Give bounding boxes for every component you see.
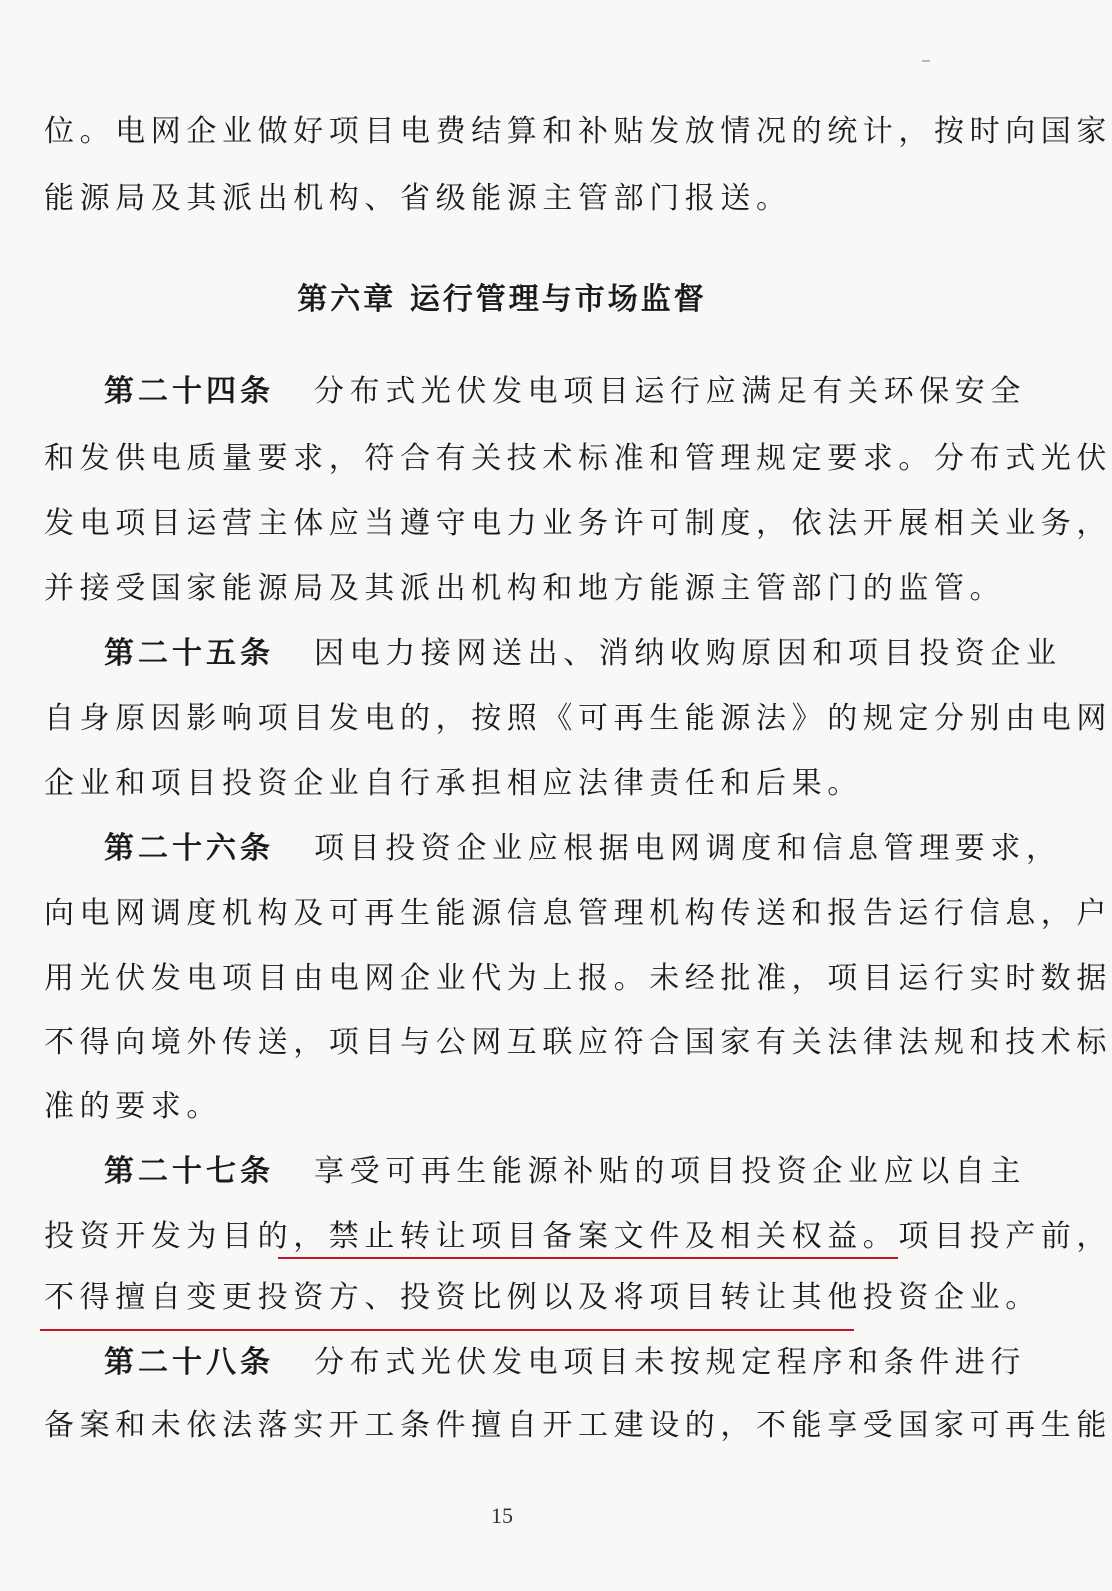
article-first-line [104,636,1062,672]
article-first-line [104,374,1026,410]
body-line: 自身原因影响项目发电的，按照《可再生能源法》的规定分别由电网 [44,701,1112,736]
article-first-line [104,1154,1026,1190]
article-label: 第二十五条 [104,636,274,671]
body-line: 投资开发为目的，禁止转让项目备案文件及相关权益。项目投产前， [44,1219,1112,1254]
article-label: 第二十七条 [104,1154,274,1189]
article-label: 第二十六条 [104,831,274,866]
body-line: 位。电网企业做好项目电费结算和补贴发放情况的统计，按时向国家 [44,114,1112,149]
body-line: 并接受国家能源局及其派出机构和地方能源主管部门的监管。 [44,571,1006,606]
body-line: 向电网调度机构及可再生能源信息管理机构传送和报告运行信息，户 [44,896,1112,931]
body-line: 发电项目运营主体应当遵守电力业务许可制度，依法开展相关业务， [44,506,1112,541]
red-underline-mark [40,1329,854,1331]
body-line: 能源局及其派出机构、省级能源主管部门报送。 [44,181,792,216]
page-number: 15 [491,1503,513,1528]
body-line: 用光伏发电项目由电网企业代为上报。未经批准，项目运行实时数据 [44,961,1112,996]
red-underline-mark [278,1257,898,1259]
article-first-line [104,1345,1026,1381]
article-text: 因电力接网送出、消纳收购原因和项目投资企业 [314,636,1062,671]
scan-mark [922,60,930,62]
article-text: 享受可再生能源补贴的项目投资企业应以自主 [314,1154,1026,1189]
body-line: 准的要求。 [44,1089,222,1124]
body-line: 企业和项目投资企业自行承担相应法律责任和后果。 [44,766,863,801]
article-label: 第二十四条 [104,374,274,409]
body-line: 和发供电质量要求，符合有关技术标准和管理规定要求。分布式光伏 [44,441,1112,476]
article-label: 第二十八条 [104,1345,274,1380]
body-line: 备案和未依法落实开工条件擅自开工建设的，不能享受国家可再生能 [44,1408,1112,1443]
body-line: 不得向境外传送，项目与公网互联应符合国家有关法律法规和技术标 [44,1025,1112,1060]
article-first-line [104,831,1062,867]
chapter-title: 第六章 运行管理与市场监督 [297,282,707,317]
body-line: 不得擅自变更投资方、投资比例以及将项目转让其他投资企业。 [44,1280,1041,1315]
article-text: 分布式光伏发电项目未按规定程序和条件进行 [314,1345,1026,1380]
article-text: 项目投资企业应根据电网调度和信息管理要求， [314,831,1062,866]
article-text: 分布式光伏发电项目运行应满足有关环保安全 [314,374,1026,409]
